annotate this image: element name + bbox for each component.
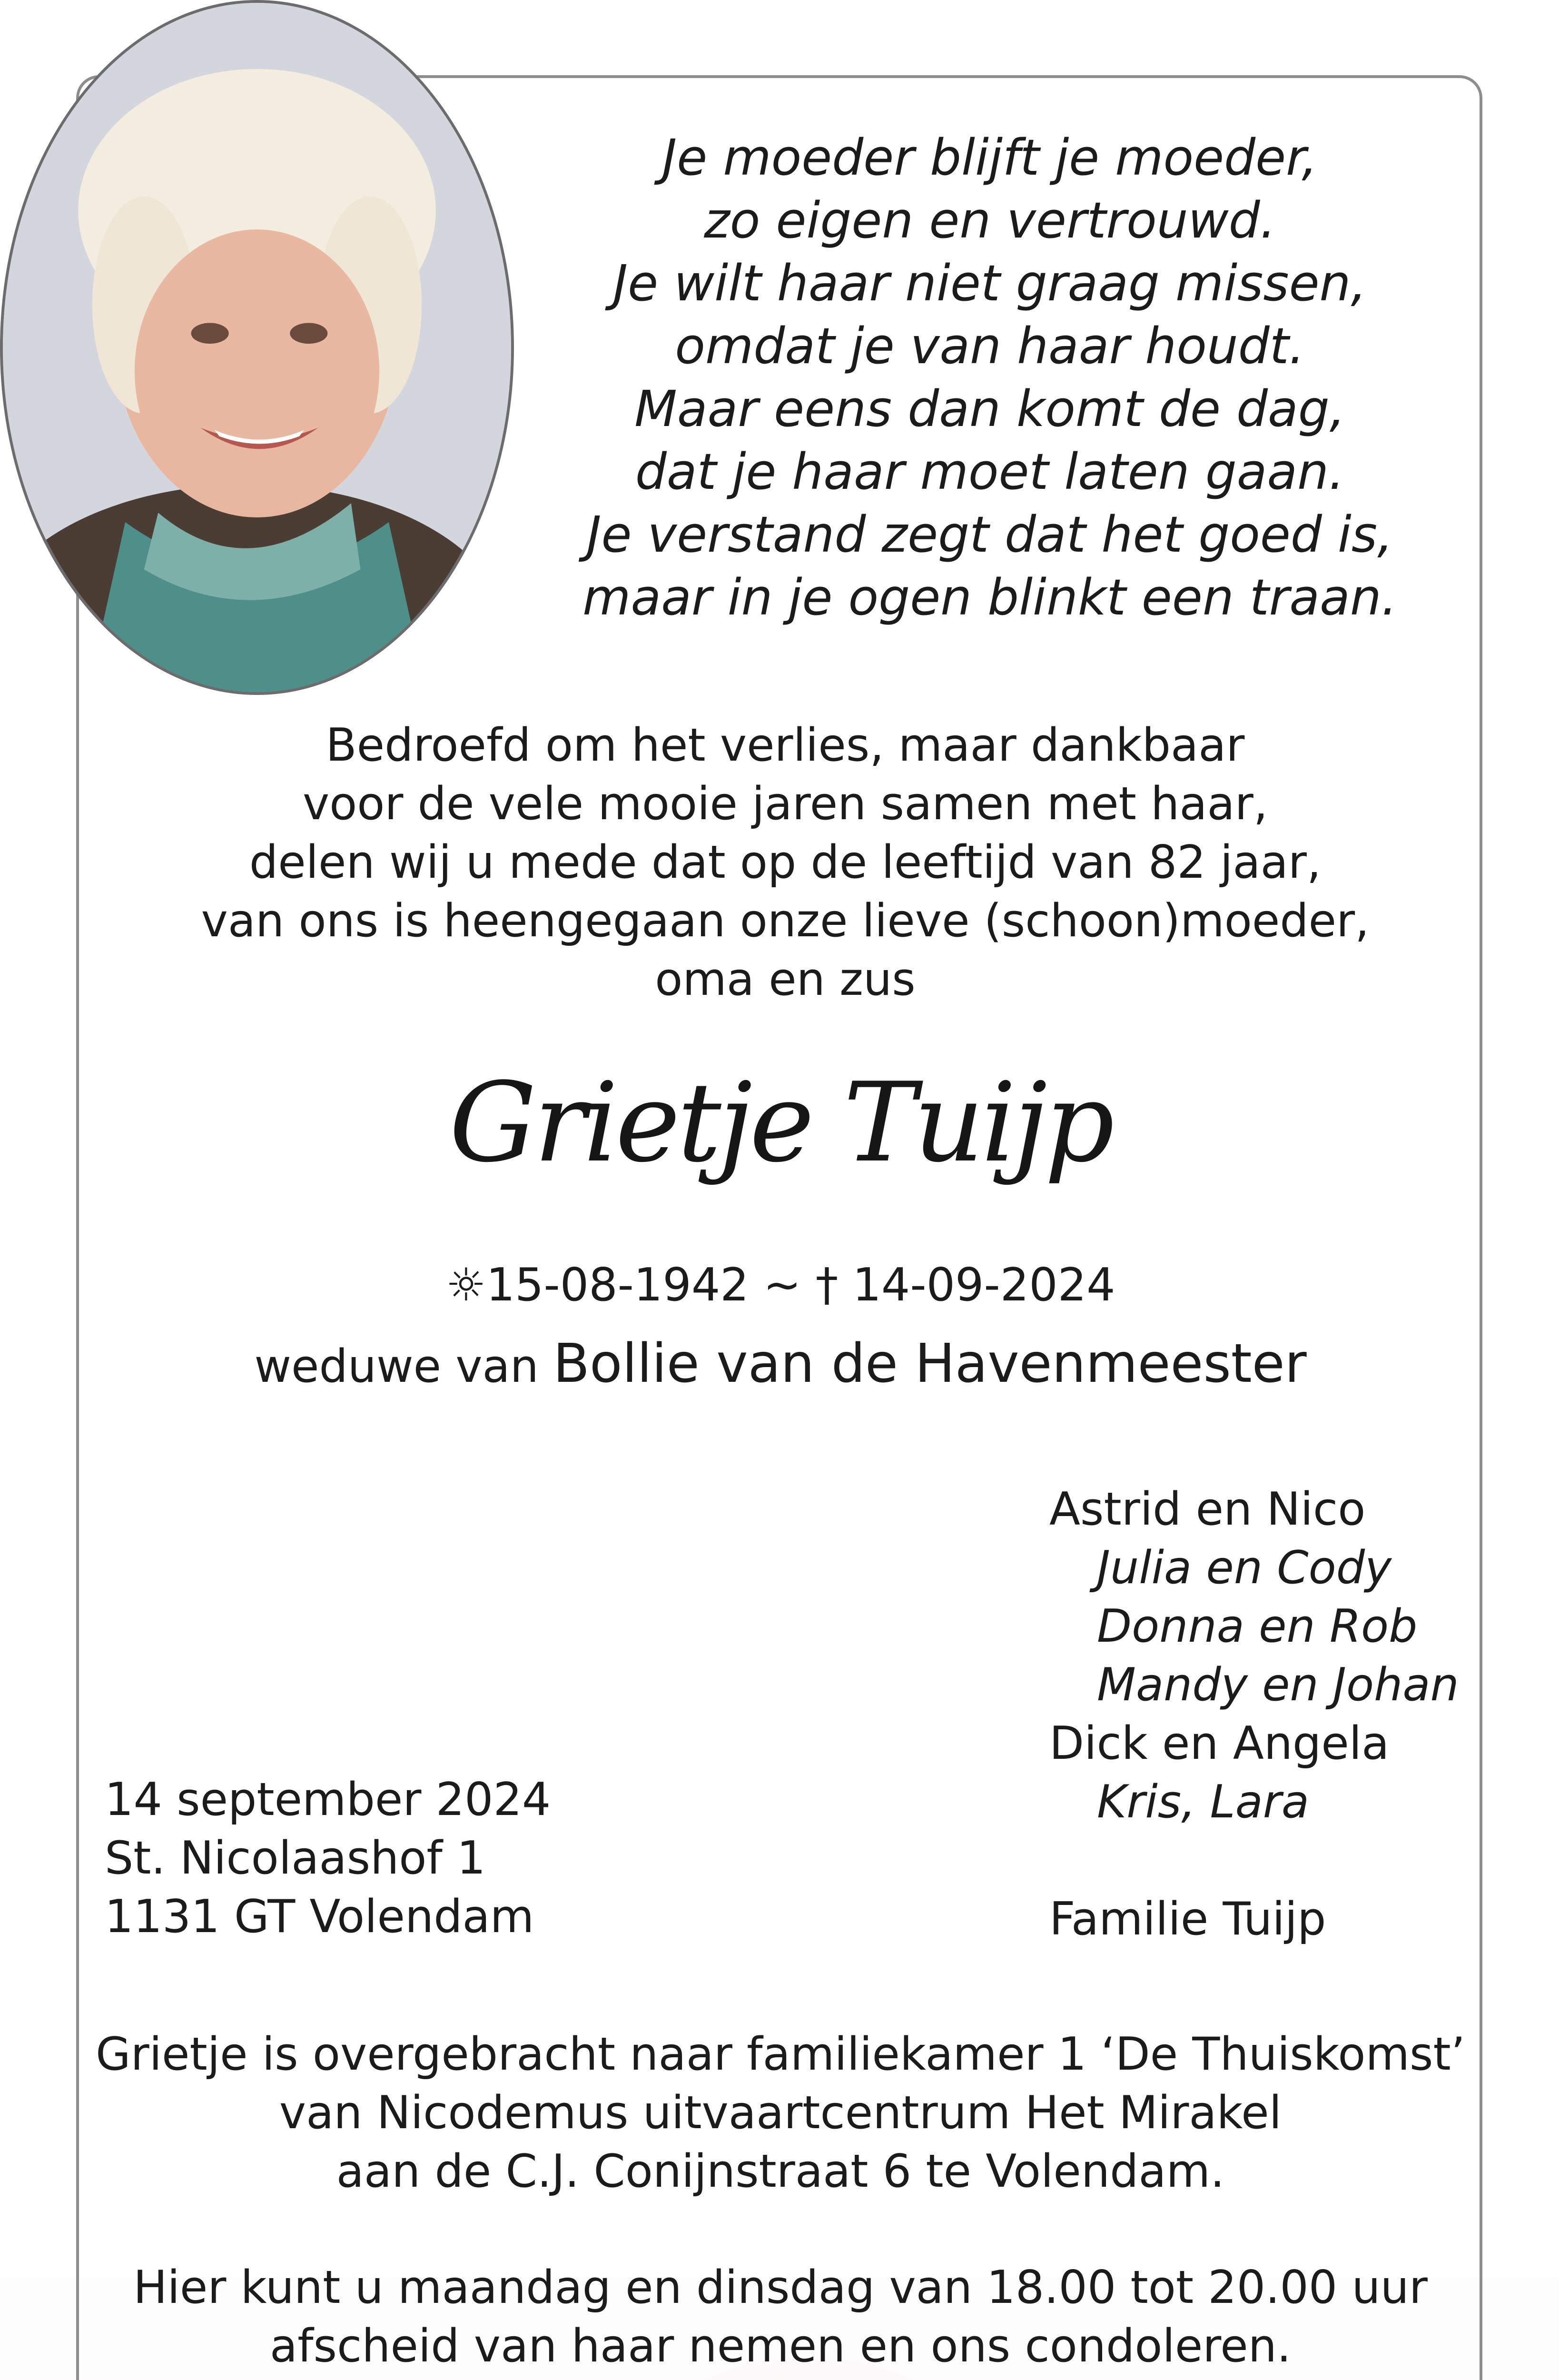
widow-line [190, 1328, 1371, 1402]
info-line: afscheid van haar nemen en ons condoleren. [269, 2320, 1292, 2372]
birth-date: 15-08-1942 [486, 1259, 749, 1311]
family-member: Dick en Angela [1049, 1717, 1390, 1770]
family-member-child: Kris, Lara [1097, 1776, 1310, 1828]
poem-line: dat je haar moet laten gaan. [635, 443, 1345, 501]
poem-line: omdat je van haar houdt. [675, 317, 1305, 375]
family-member-child: Julia en Cody [1097, 1542, 1392, 1594]
info-line: van Nicodemus uitvaartcentrum Het Mirakel [279, 2087, 1282, 2139]
death-date: 14-09-2024 [852, 1259, 1115, 1311]
family-list [1049, 1480, 1459, 1949]
info-line: aan de C.J. Conijnstraat 6 te Volendam. [336, 2145, 1225, 2198]
poem-line: Je wilt haar niet graag missen, [613, 254, 1367, 312]
deceased-name: Grietje Tuijp [449, 1060, 1112, 1187]
intro-line: Bedroefd om het verlies, maar dankbaar [326, 719, 1245, 772]
intro-line: voor de vele mooie jaren samen met haar, [302, 778, 1268, 830]
poem-line: Je verstand zegt dat het goed is, [586, 506, 1393, 564]
info-paragraph-condolence [86, 2259, 1475, 2376]
info-paragraph-transfer [86, 2025, 1475, 2201]
family-member: Familie Tuijp [1049, 1893, 1326, 1945]
place-and-date [105, 1771, 551, 1946]
sun-icon: ☼ [445, 1259, 486, 1311]
intro-line: oma en zus [655, 953, 916, 1006]
address-street: St. Nicolaashof 1 [105, 1832, 486, 1884]
family-member-child: Mandy en Johan [1097, 1659, 1459, 1711]
poem-line: maar in je ogen blinkt een traan. [582, 568, 1397, 626]
widow-prefix: weduwe van [254, 1340, 539, 1393]
notice-date: 14 september 2024 [105, 1774, 551, 1826]
intro-line: van ons is heengegaan onze lieve (schoon)moeder, [201, 895, 1370, 947]
date-separator: ~ [763, 1259, 801, 1311]
family-member-child: Donna en Rob [1097, 1600, 1418, 1653]
poem-line: Maar eens dan komt de dag, [634, 380, 1345, 438]
spouse-name: Bollie van de Havenmeester [553, 1333, 1307, 1395]
family-spacer [1049, 1832, 1459, 1890]
intro-line: delen wij u mede dat op de leeftijd van 82 jaar, [249, 836, 1322, 889]
info-line: Grietje is overgebracht naar familiekamer 1 ‘De Thuiskomst’ [95, 2028, 1466, 2081]
poem [562, 126, 1418, 629]
poem-line: Je moeder blijft je moeder, [662, 129, 1318, 187]
family-member: Astrid en Nico [1049, 1483, 1366, 1536]
life-dates [381, 1254, 1180, 1316]
announcement-intro [167, 716, 1404, 1009]
poem-line: zo eigen en vertrouwd. [704, 191, 1276, 249]
cross-icon: † [815, 1259, 839, 1311]
info-line: Hier kunt u maandag en dinsdag van 18.00 tot 20.00 uur [133, 2261, 1428, 2314]
portrait-photo [0, 0, 514, 695]
address-city: 1131 GT Volendam [105, 1891, 534, 1943]
